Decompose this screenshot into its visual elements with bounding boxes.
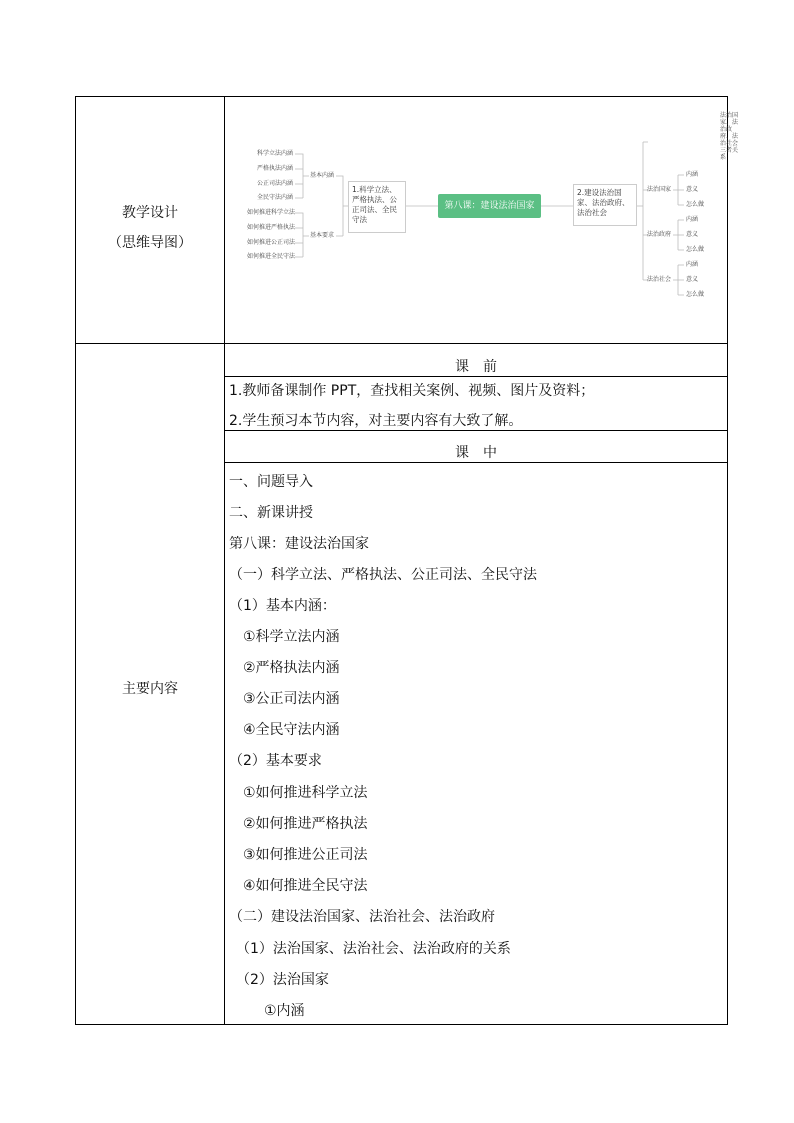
row-divider-4 — [225, 462, 727, 463]
mm-right-branch: 2.建设法治国家、法治政府、法治社会 — [573, 184, 637, 226]
mm-item: 科学立法内涵 — [257, 150, 294, 157]
content-line: （一）科学立法、严格执法、公正司法、全民守法 — [229, 567, 537, 583]
content-line: （2）法治国家 — [236, 972, 329, 988]
content-line: ③公正司法内涵 — [243, 691, 340, 707]
content-line: （1）基本内涵： — [229, 598, 336, 614]
mm-item: 严格执法内涵 — [257, 165, 294, 172]
mm-item: 如何推进公正司法 — [247, 239, 296, 246]
mm-item: 意义 — [686, 186, 699, 193]
before-line: 2.学生预习本节内容，对主要内容有大致了解。 — [229, 413, 523, 429]
design-label: 教学设计 — [122, 205, 178, 221]
mm-item: 怎么做 — [686, 201, 705, 208]
content-line: 第八课：建设法治国家 — [229, 536, 369, 552]
mind-map-connectors — [225, 97, 728, 343]
mm-item: 意义 — [686, 231, 699, 238]
row-divider-3 — [225, 430, 727, 431]
before-class-heading: 课 前 — [455, 359, 497, 375]
design-sublabel: （思维导图） — [108, 235, 192, 251]
content-line: ④如何推进全民守法 — [243, 878, 368, 894]
content-line: ①科学立法内涵 — [243, 629, 340, 645]
mm-item: 全民守法内涵 — [257, 194, 294, 201]
mm-item: 怎么做 — [686, 246, 705, 253]
content-line: ①如何推进科学立法 — [243, 785, 368, 801]
mm-group: 法治政府 — [647, 231, 672, 238]
mm-item: 怎么做 — [686, 291, 705, 298]
lesson-plan-table — [75, 96, 739, 1025]
mm-left-branch: 1.科学立法、严格执法、公正司法、全民守法 — [348, 181, 406, 233]
main-content-label: 主要内容 — [122, 681, 178, 697]
content-line: ②严格执法内涵 — [243, 660, 340, 676]
mm-item: 公正司法内涵 — [257, 180, 294, 187]
mind-map — [225, 97, 739, 343]
mm-group: 基本要求 — [310, 232, 335, 239]
mm-group: 法治社会 — [647, 276, 672, 283]
content-line: ③如何推进公正司法 — [243, 847, 368, 863]
mm-item: 内涵 — [686, 261, 699, 268]
before-line: 1.教师备课制作 PPT，查找相关案例、视频、图片及资料； — [229, 383, 595, 399]
mm-item: 如何推进科学立法 — [247, 209, 296, 216]
row-divider-1 — [76, 343, 727, 344]
mm-group: 法治国家 — [647, 186, 672, 193]
content-line: ①内涵 — [264, 1003, 305, 1019]
mm-item: 如何推进严格执法 — [247, 224, 296, 231]
mm-group: 基本内涵 — [310, 172, 335, 179]
content-line: （2）基本要求 — [229, 753, 322, 769]
content-line: （二）建设法治国家、法治社会、法治政府 — [229, 909, 495, 925]
content-line: ④全民守法内涵 — [243, 722, 340, 738]
mm-item: 意义 — [686, 276, 699, 283]
row-divider-2 — [225, 376, 727, 377]
content-line: （1）法治国家、法治社会、法治政府的关系 — [236, 941, 511, 957]
in-class-heading: 课 中 — [455, 445, 497, 461]
mm-item: 内涵 — [686, 216, 699, 223]
mm-note: 法治国家、法治政府、法治社会三者关系 — [720, 112, 739, 161]
mm-item: 内涵 — [686, 171, 699, 178]
content-line: 二、新课讲授 — [229, 505, 313, 521]
mm-item: 如何推进全民守法 — [247, 253, 296, 260]
mm-root: 第八课：建设法治国家 — [438, 194, 541, 218]
content-line: 一、问题导入 — [229, 474, 313, 490]
content-line: ②如何推进严格执法 — [243, 816, 368, 832]
